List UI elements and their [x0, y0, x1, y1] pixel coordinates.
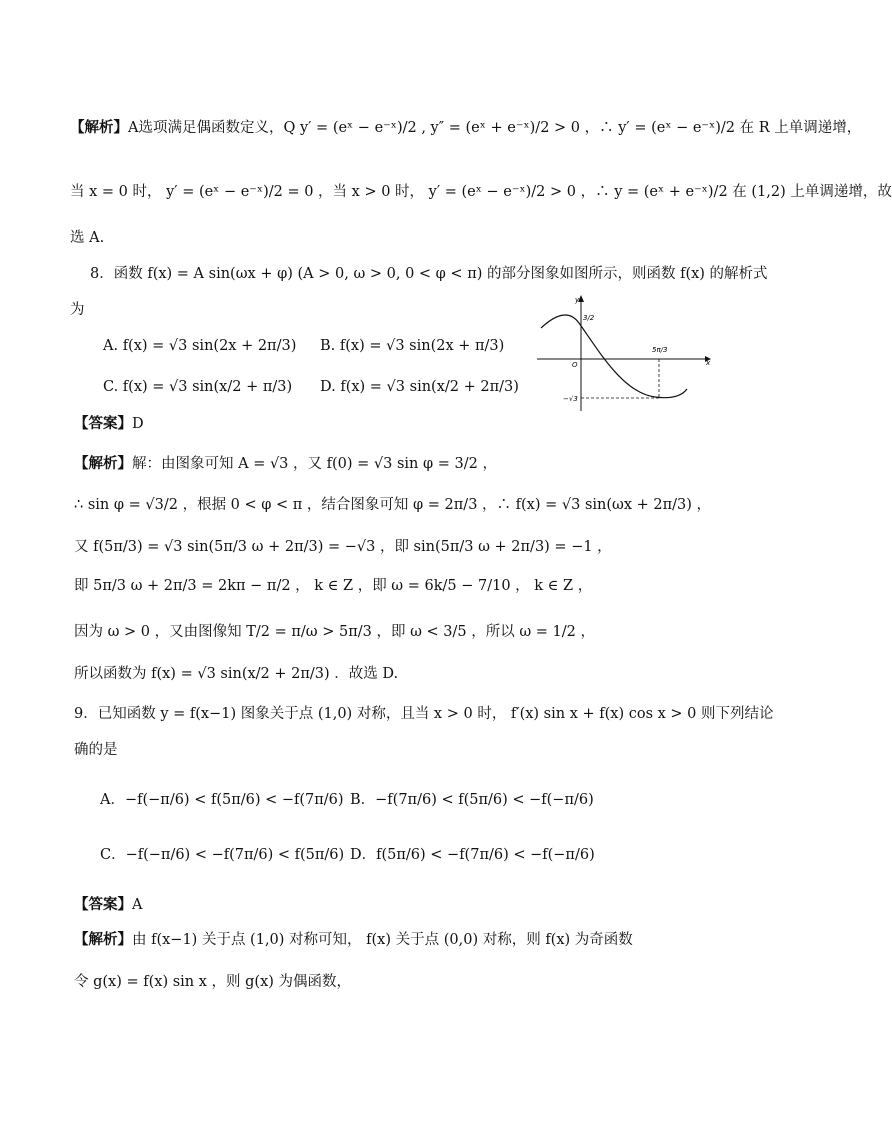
sine-curve [541, 315, 687, 398]
q9-analysis-line2: 令 g(x) = f(x) sin x ，则 g(x) 为偶函数， [74, 974, 352, 990]
q7-analysis-text1: A选项满足偶函数定义，Q y′ = (eˣ − e⁻ˣ)/2 , y″ = (eˣ + e⁻ˣ)/2 > 0 ，∴ y′ = (eˣ − e⁻ˣ)/2 在 R 上单调递增， [128, 120, 862, 136]
q9-answer [74, 895, 142, 915]
q7-analysis-line1 [70, 118, 861, 138]
q9-stem-line1: 9．已知函数 y = f(x−1) 图象关于点 (1,0) 对称，且当 x > 0 时， f′(x) sin x + f(x) cos x > 0 则下列结论 [74, 706, 774, 722]
q8-option-a: A. f(x) = √3 sin(2x + 2π/3) [103, 338, 297, 354]
q8-answer-value: D [132, 416, 144, 432]
q8-answer [74, 414, 144, 434]
q7-analysis-line2: 当 x = 0 时， y′ = (eˣ − e⁻ˣ)/2 = 0 ，当 x > 0 时， y′ = (eˣ − e⁻ˣ)/2 > 0 ，∴ y = (eˣ + e⁻ˣ)/2 在 (1,2) 上单调递增，故 [70, 184, 892, 200]
x-axis-label: x [706, 359, 711, 367]
q9-answer-value: A [132, 897, 143, 913]
q9-analysis-label: 【解析】 [74, 932, 132, 948]
q9-answer-label: 【答案】 [74, 897, 132, 913]
q9-analysis-line1 [74, 930, 633, 950]
q8-option-b: B. f(x) = √3 sin(2x + π/3) [320, 338, 505, 354]
q8-analysis-line6: 所以函数为 f(x) = √3 sin(x/2 + 2π/3) ．故选 D. [74, 666, 399, 682]
q8-analysis-line2: ∴ sin φ = √3/2 ，根据 0 < φ < π ，结合图象可知 φ = 2π/3 ，∴ f(x) = √3 sin(ωx + 2π/3) ， [74, 497, 712, 513]
q8-analysis-label: 【解析】 [74, 456, 132, 472]
x-tick-label: 5π/3 [652, 346, 668, 354]
q8-analysis-line4: 即 5π/3 ω + 2π/3 = 2kπ − π/2 ， k ∈ Z ，即 ω = 6k/5 − 7/10 ， k ∈ Z ， [74, 578, 593, 594]
q8-stem-line2: 为 [70, 302, 85, 318]
q8-sine-graph [535, 293, 715, 413]
q8-stem-line1: 8．函数 f(x) = A sin(ωx + φ) (A > 0, ω > 0, 0 < φ < π) 的部分图象如图所示，则函数 f(x) 的解析式 [90, 266, 768, 282]
q8-option-c: C. f(x) = √3 sin(x/2 + π/3) [103, 379, 293, 395]
q9-option-a: A．−f(−π/6) < f(5π/6) < −f(7π/6) [100, 792, 344, 808]
q7-analysis-line3: 选 A. [70, 230, 105, 246]
q8-analysis-line3: 又 f(5π/3) = √3 sin(5π/3 ω + 2π/3) = −√3 ，即 sin(5π/3 ω + 2π/3) = −1 ， [74, 539, 612, 555]
origin-label: O [572, 361, 578, 369]
q9-option-c: C．−f(−π/6) < −f(7π/6) < f(5π/6) [100, 847, 345, 863]
q8-analysis-line5: 因为 ω > 0 ，又由图像知 T/2 = π/ω > 5π/3 ，即 ω < 3/5 ，所以 ω = 1/2 ， [74, 624, 595, 640]
y-axis-label: y [575, 296, 580, 304]
q8-analysis-line1 [74, 454, 497, 474]
q8-answer-label: 【答案】 [74, 416, 132, 432]
q8-option-d: D. f(x) = √3 sin(x/2 + 2π/3) [320, 379, 519, 395]
q7-analysis-label: 【解析】 [70, 120, 128, 136]
q9-option-b: B．−f(7π/6) < f(5π/6) < −f(−π/6) [350, 792, 594, 808]
min-value-label: −√3 [563, 395, 578, 403]
q8-analysis-text1: 解：由图象可知 A = √3 ，又 f(0) = √3 sin φ = 3/2 ， [132, 456, 497, 472]
q9-analysis-text1: 由 f(x−1) 关于点 (1,0) 对称可知， f(x) 关于点 (0,0) 对称，则 f(x) 为奇函数 [132, 932, 633, 948]
q9-stem-line2: 确的是 [74, 742, 118, 758]
q9-option-d: D．f(5π/6) < −f(7π/6) < −f(−π/6) [350, 847, 595, 863]
q8-graph-svg [535, 293, 715, 413]
y-tick-label: 3/2 [583, 314, 595, 322]
